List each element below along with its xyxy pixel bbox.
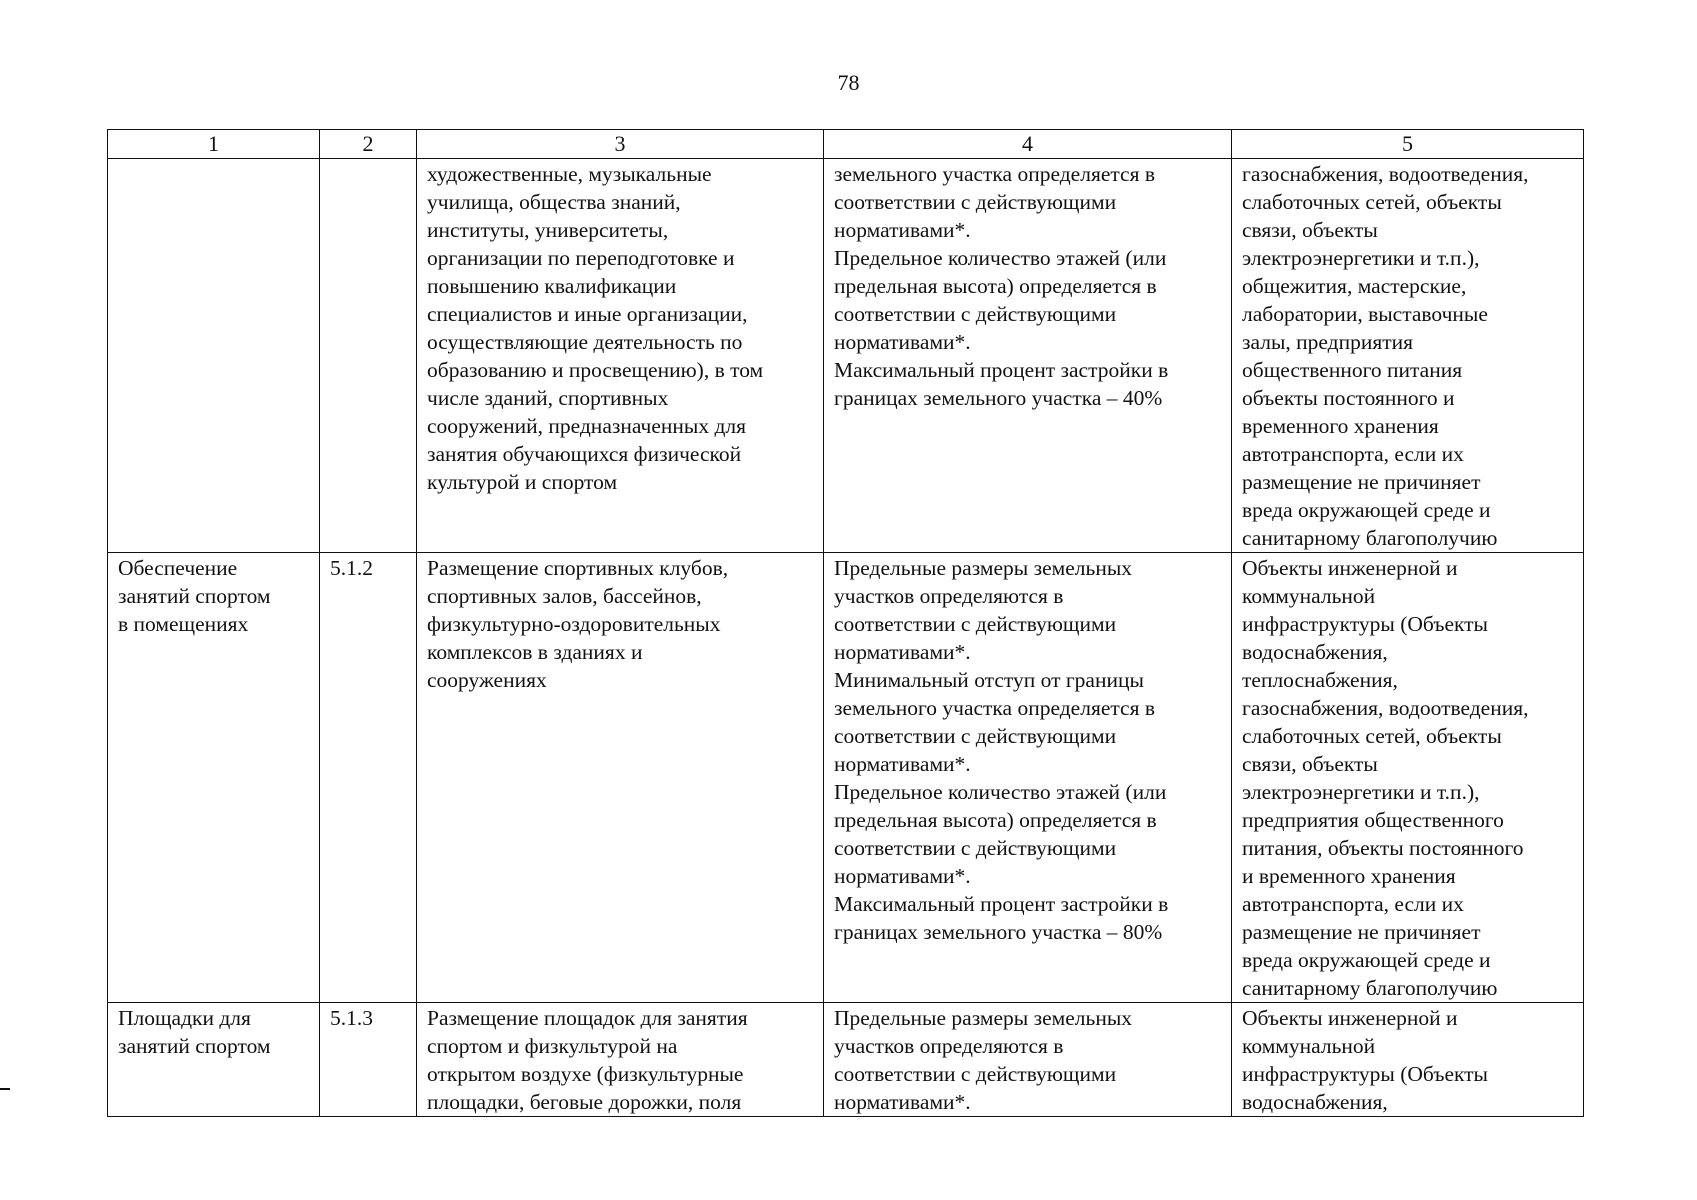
table-row (108, 553, 1584, 1003)
cell-text-line: предельная высота) определяется в (834, 808, 1157, 832)
cell-text-line: образованию и просвещению), в том (427, 358, 764, 382)
cell-text-line: коммунальной (1242, 584, 1376, 608)
cell-text-line: институты, университеты, (427, 218, 669, 242)
cell-text-line: занятий спортом (118, 1034, 271, 1058)
cell-text-line: связи, объекты (1242, 752, 1378, 776)
cell-text-line: художественные, музыкальные (427, 162, 712, 186)
cell-text-line: границах земельного участка – 80% (834, 920, 1163, 944)
cell-text-line: нормативами*. (834, 330, 971, 354)
column-number-5: 5 (1232, 130, 1584, 159)
cell-text-line: соответствии с действующими (834, 724, 1117, 748)
auxiliary-uses-cell (1232, 159, 1584, 553)
use-type-name-cell (108, 553, 320, 1003)
cell-text-line: коммунальной (1242, 1034, 1376, 1058)
table-row (108, 1003, 1584, 1117)
cell-text-line: общежития, мастерские, (1242, 274, 1467, 298)
cell-text-line: электроэнергетики и т.п.), (1242, 780, 1480, 804)
cell-text-line: Объекты инженерной и (1242, 556, 1458, 580)
cell-text-line: Максимальный процент застройки в (834, 892, 1169, 916)
use-type-description-cell (417, 159, 824, 553)
cell-text-line: Предельное количество этажей (или (834, 246, 1167, 270)
cell-text-line: вреда окружающей среде и (1242, 948, 1491, 972)
cell-text-line: занятия обучающихся физической (427, 442, 742, 466)
cell-text-line: соответствии с действующими (834, 612, 1117, 636)
cell-text-line: питания, объекты постоянного (1242, 836, 1524, 860)
cell-text-line: культурой и спортом (427, 470, 618, 494)
cell-text-line: слаботочных сетей, объекты (1242, 190, 1502, 214)
cell-text-line: временного хранения (1242, 414, 1439, 438)
cell-text-line: специалистов и иные организации, (427, 302, 748, 326)
cell-text-line: повышению квалификации (427, 274, 677, 298)
cell-text-line: физкультурно-оздоровительных (427, 612, 721, 636)
cell-text-line: размещение не причиняет (1242, 470, 1481, 494)
regulations-table (107, 129, 1584, 1117)
use-type-code-cell (320, 1003, 417, 1117)
cell-text-line: нормативами*. (834, 752, 971, 776)
auxiliary-uses-cell (1232, 1003, 1584, 1117)
cell-text-line: открытом воздухе (физкультурные (427, 1062, 744, 1086)
cell-text-line: Предельные размеры земельных (834, 1006, 1133, 1030)
cell-text-line: вреда окружающей среде и (1242, 498, 1491, 522)
cell-text-line: участков определяются в (834, 584, 1064, 608)
cell-text-line: земельного участка определяется в (834, 696, 1155, 720)
use-type-code-cell (320, 553, 417, 1003)
use-type-code-cell (320, 159, 417, 553)
cell-text-line: соответствии с действующими (834, 302, 1117, 326)
cell-text-line: автотранспорта, если их (1242, 892, 1464, 916)
cell-text-line: связи, объекты (1242, 218, 1378, 242)
cell-text-line: Обеспечение (118, 556, 238, 580)
cell-text-line: спортом и физкультурой на (427, 1034, 678, 1058)
cell-text-line: автотранспорта, если их (1242, 442, 1464, 466)
use-type-description-cell (417, 553, 824, 1003)
cell-text-line: числе зданий, спортивных (427, 386, 669, 410)
cell-text-line: слаботочных сетей, объекты (1242, 724, 1502, 748)
cell-text-line: газоснабжения, водоотведения, (1242, 162, 1529, 186)
cell-text-line: площадки, беговые дорожки, поля (427, 1090, 742, 1114)
cell-text-line: санитарному благополучию (1242, 976, 1498, 1000)
margin-mark (0, 1088, 10, 1090)
cell-text-line: комплексов в зданиях и (427, 640, 643, 664)
cell-text-line: границах земельного участка – 40% (834, 386, 1163, 410)
cell-text-line: соответствии с действующими (834, 190, 1117, 214)
cell-text-line: нормативами*. (834, 864, 971, 888)
cell-text-line: Предельное количество этажей (или (834, 780, 1167, 804)
use-type-description-cell (417, 1003, 824, 1117)
use-type-name-cell (108, 1003, 320, 1117)
cell-text-line: организации по переподготовке и (427, 246, 735, 270)
cell-text-line: 5.1.3 (330, 1006, 373, 1030)
cell-text-line: водоснабжения, (1242, 1090, 1388, 1114)
column-number-3: 3 (417, 130, 824, 159)
parameters-cell (824, 159, 1232, 553)
cell-text-line: общественного питания (1242, 358, 1463, 382)
cell-text-line: лаборатории, выставочные (1242, 302, 1488, 326)
cell-text-line: Предельные размеры земельных (834, 556, 1133, 580)
cell-text-line: нормативами*. (834, 640, 971, 664)
cell-text-line: санитарному благополучию (1242, 526, 1498, 550)
page-number: 78 (837, 70, 860, 95)
parameters-cell (824, 1003, 1232, 1117)
cell-text-line: теплоснабжения, (1242, 668, 1398, 692)
cell-text-line: осуществляющие деятельность по (427, 330, 743, 354)
cell-text-line: сооружениях (427, 668, 547, 692)
cell-text-line: Объекты инженерной и (1242, 1006, 1458, 1030)
cell-text-line: Размещение спортивных клубов, (427, 556, 729, 580)
table-row (108, 159, 1584, 553)
cell-text-line: участков определяются в (834, 1034, 1064, 1058)
cell-text-line: училища, общества знаний, (427, 190, 681, 214)
cell-text-line: соответствии с действующими (834, 1062, 1117, 1086)
cell-text-line: 5.1.2 (330, 556, 373, 580)
cell-text-line: Площадки для (118, 1006, 251, 1030)
cell-text-line: нормативами*. (834, 1090, 971, 1114)
table-header-row (108, 130, 1584, 159)
column-number-2: 2 (320, 130, 417, 159)
cell-text-line: инфраструктуры (Объекты (1242, 612, 1489, 636)
cell-text-line: залы, предприятия (1242, 330, 1414, 354)
cell-text-line: соответствии с действующими (834, 836, 1117, 860)
cell-text-line: занятий спортом (118, 584, 271, 608)
cell-text-line: электроэнергетики и т.п.), (1242, 246, 1480, 270)
auxiliary-uses-cell (1232, 553, 1584, 1003)
column-number-4: 4 (824, 130, 1232, 159)
cell-text-line: объекты постоянного и (1242, 386, 1455, 410)
cell-text-line: Максимальный процент застройки в (834, 358, 1169, 382)
cell-text-line: предприятия общественного (1242, 808, 1504, 832)
cell-text-line: водоснабжения, (1242, 640, 1388, 664)
cell-text-line: в помещениях (118, 612, 249, 636)
cell-text-line: газоснабжения, водоотведения, (1242, 696, 1529, 720)
column-number-1: 1 (108, 130, 320, 159)
cell-text-line: Размещение площадок для занятия (427, 1006, 748, 1030)
cell-text-line: земельного участка определяется в (834, 162, 1155, 186)
cell-text-line: и временного хранения (1242, 864, 1456, 888)
parameters-cell (824, 553, 1232, 1003)
cell-text-line: размещение не причиняет (1242, 920, 1481, 944)
use-type-name-cell (108, 159, 320, 553)
cell-text-line: нормативами*. (834, 218, 971, 242)
cell-text-line: сооружений, предназначенных для (427, 414, 747, 438)
cell-text-line: Минимальный отступ от границы (834, 668, 1144, 692)
cell-text-line: предельная высота) определяется в (834, 274, 1157, 298)
cell-text-line: спортивных залов, бассейнов, (427, 584, 702, 608)
cell-text-line: инфраструктуры (Объекты (1242, 1062, 1489, 1086)
